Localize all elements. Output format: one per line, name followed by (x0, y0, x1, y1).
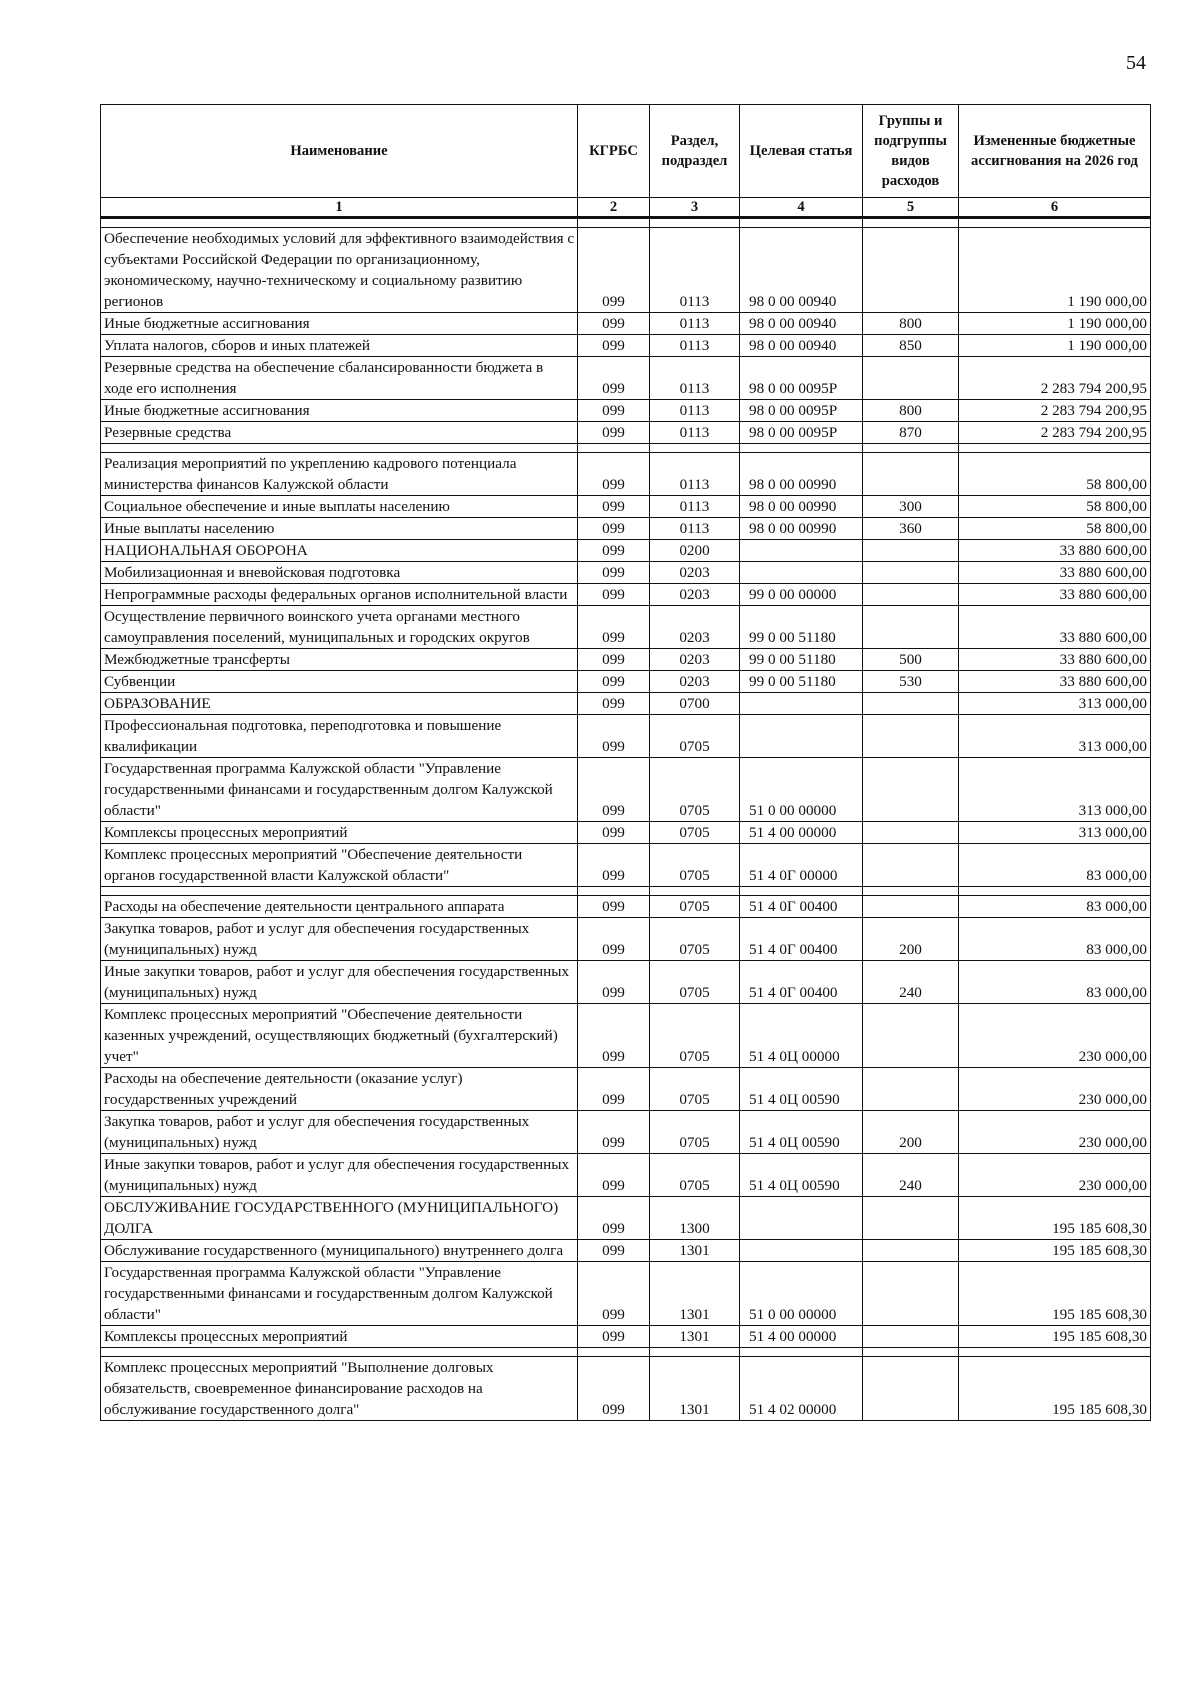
row-kgrbs: 099 (578, 422, 650, 444)
row-razdel: 0113 (650, 453, 740, 496)
row-amount: 313 000,00 (959, 758, 1151, 822)
row-amount: 195 185 608,30 (959, 1262, 1151, 1326)
row-name: Иные выплаты населению (101, 518, 578, 540)
row-expense-type (863, 1357, 959, 1421)
row-kgrbs: 099 (578, 453, 650, 496)
row-amount: 2 283 794 200,95 (959, 400, 1151, 422)
row-name: Реализация мероприятий по укреплению кадрового потенциала министерства финансов Калужской области (101, 453, 578, 496)
row-name: Иные бюджетные ассигнования (101, 400, 578, 422)
spacer-cell (578, 887, 650, 896)
row-amount: 195 185 608,30 (959, 1357, 1151, 1421)
row-target (740, 562, 863, 584)
row-razdel: 0705 (650, 822, 740, 844)
row-name: Непрограммные расходы федеральных органов исполнительной власти (101, 584, 578, 606)
table-row (101, 1240, 1151, 1262)
table-row (101, 400, 1151, 422)
header-groups: Группы и подгруппы видов расходов (863, 105, 959, 198)
row-name: Комплекс процессных мероприятий "Выполнение долговых обязательств, своевременное финансирование расходов на обслуживание государственного долга" (101, 1357, 578, 1421)
row-name: Комплексы процессных мероприятий (101, 822, 578, 844)
table-row (101, 1357, 1151, 1421)
column-number: 3 (650, 198, 740, 218)
row-kgrbs: 099 (578, 1004, 650, 1068)
table-row (101, 1262, 1151, 1326)
row-expense-type: 240 (863, 1154, 959, 1197)
row-razdel: 0113 (650, 335, 740, 357)
row-amount: 83 000,00 (959, 918, 1151, 961)
row-kgrbs: 099 (578, 896, 650, 918)
row-kgrbs: 099 (578, 357, 650, 400)
row-name: Межбюджетные трансферты (101, 649, 578, 671)
row-razdel: 0203 (650, 671, 740, 693)
spacer-cell (650, 444, 740, 453)
row-name: Закупка товаров, работ и услуг для обеспечения государственных (муниципальных) нужд (101, 918, 578, 961)
table-row (101, 961, 1151, 1004)
spacer-cell (863, 887, 959, 896)
row-kgrbs: 099 (578, 961, 650, 1004)
row-razdel: 0113 (650, 313, 740, 335)
row-expense-type (863, 758, 959, 822)
table-row (101, 1111, 1151, 1154)
table-row (101, 584, 1151, 606)
row-target: 99 0 00 51180 (740, 606, 863, 649)
row-expense-type (863, 1068, 959, 1111)
spacer-cell (959, 218, 1151, 228)
column-number: 2 (578, 198, 650, 218)
row-target: 98 0 00 00990 (740, 453, 863, 496)
row-razdel: 0203 (650, 562, 740, 584)
row-target (740, 715, 863, 758)
row-razdel: 0200 (650, 540, 740, 562)
row-kgrbs: 099 (578, 715, 650, 758)
table-row (101, 896, 1151, 918)
row-target: 51 4 0Г 00400 (740, 896, 863, 918)
row-expense-type (863, 693, 959, 715)
row-amount: 33 880 600,00 (959, 649, 1151, 671)
row-expense-type: 300 (863, 496, 959, 518)
header-target: Целевая статья (740, 105, 863, 198)
row-target: 51 4 02 00000 (740, 1357, 863, 1421)
row-name: ОБРАЗОВАНИЕ (101, 693, 578, 715)
row-razdel: 0705 (650, 1154, 740, 1197)
row-target: 98 0 00 0095Р (740, 400, 863, 422)
row-razdel: 0203 (650, 649, 740, 671)
row-target: 99 0 00 51180 (740, 649, 863, 671)
budget-table (100, 104, 1151, 1421)
table-row (101, 758, 1151, 822)
table-row (101, 844, 1151, 887)
row-name: Мобилизационная и вневойсковая подготовка (101, 562, 578, 584)
row-razdel: 0113 (650, 357, 740, 400)
row-kgrbs: 099 (578, 1197, 650, 1240)
row-razdel: 0203 (650, 584, 740, 606)
row-amount: 313 000,00 (959, 822, 1151, 844)
row-expense-type: 360 (863, 518, 959, 540)
row-target: 98 0 00 00990 (740, 518, 863, 540)
row-razdel: 0705 (650, 896, 740, 918)
spacer-cell (650, 887, 740, 896)
row-amount: 313 000,00 (959, 715, 1151, 758)
row-kgrbs: 099 (578, 400, 650, 422)
table-row (101, 540, 1151, 562)
row-amount: 230 000,00 (959, 1004, 1151, 1068)
table-row (101, 918, 1151, 961)
row-expense-type (863, 844, 959, 887)
row-kgrbs: 099 (578, 228, 650, 313)
row-kgrbs: 099 (578, 649, 650, 671)
table-row (101, 422, 1151, 444)
column-number: 4 (740, 198, 863, 218)
row-expense-type: 530 (863, 671, 959, 693)
row-kgrbs: 099 (578, 496, 650, 518)
table-row (101, 1154, 1151, 1197)
row-amount: 33 880 600,00 (959, 671, 1151, 693)
row-expense-type (863, 896, 959, 918)
spacer-cell (101, 1348, 578, 1357)
table-row (101, 715, 1151, 758)
table-row (101, 693, 1151, 715)
column-number: 5 (863, 198, 959, 218)
row-target: 99 0 00 00000 (740, 584, 863, 606)
table-row (101, 606, 1151, 649)
row-expense-type: 850 (863, 335, 959, 357)
row-razdel: 1301 (650, 1326, 740, 1348)
row-expense-type (863, 540, 959, 562)
table-row (101, 228, 1151, 313)
row-target: 51 0 00 00000 (740, 1262, 863, 1326)
spacer-cell (740, 444, 863, 453)
table-body (101, 218, 1151, 1421)
row-name: Резервные средства (101, 422, 578, 444)
row-target: 98 0 00 00990 (740, 496, 863, 518)
row-target: 51 4 0Ц 00590 (740, 1111, 863, 1154)
spacer-cell (101, 218, 578, 228)
row-kgrbs: 099 (578, 1357, 650, 1421)
table-row (101, 1068, 1151, 1111)
table-row (101, 518, 1151, 540)
row-name: Расходы на обеспечение деятельности центрального аппарата (101, 896, 578, 918)
row-name: ОБСЛУЖИВАНИЕ ГОСУДАРСТВЕННОГО (МУНИЦИПАЛЬНОГО) ДОЛГА (101, 1197, 578, 1240)
spacer-cell (863, 444, 959, 453)
row-razdel: 1301 (650, 1240, 740, 1262)
spacer-row (101, 444, 1151, 453)
row-target: 51 4 00 00000 (740, 822, 863, 844)
table-row (101, 649, 1151, 671)
spacer-cell (578, 444, 650, 453)
spacer-cell (959, 887, 1151, 896)
spacer-cell (101, 444, 578, 453)
row-amount: 230 000,00 (959, 1068, 1151, 1111)
row-name: Иные бюджетные ассигнования (101, 313, 578, 335)
row-name: Уплата налогов, сборов и иных платежей (101, 335, 578, 357)
row-target: 98 0 00 0095Р (740, 357, 863, 400)
row-kgrbs: 099 (578, 758, 650, 822)
row-expense-type (863, 1240, 959, 1262)
row-amount: 33 880 600,00 (959, 540, 1151, 562)
row-name: Социальное обеспечение и иные выплаты населению (101, 496, 578, 518)
row-target: 98 0 00 00940 (740, 335, 863, 357)
row-kgrbs: 099 (578, 1326, 650, 1348)
row-kgrbs: 099 (578, 518, 650, 540)
row-name: Обеспечение необходимых условий для эффективного взаимодействия с субъектами Российской Федерации по организационному, экономическому, научно-техническому и социальному развитию регионов (101, 228, 578, 313)
row-target (740, 1197, 863, 1240)
row-kgrbs: 099 (578, 1111, 650, 1154)
spacer-row (101, 887, 1151, 896)
row-expense-type: 870 (863, 422, 959, 444)
row-name: Комплекс процессных мероприятий "Обеспечение деятельности органов государственной власти Калужской области" (101, 844, 578, 887)
spacer-row (101, 218, 1151, 228)
row-target: 51 4 0Ц 00590 (740, 1068, 863, 1111)
row-razdel: 0700 (650, 693, 740, 715)
row-name: Иные закупки товаров, работ и услуг для обеспечения государственных (муниципальных) нужд (101, 1154, 578, 1197)
row-razdel: 1301 (650, 1357, 740, 1421)
row-target: 51 4 0Г 00400 (740, 961, 863, 1004)
row-amount: 230 000,00 (959, 1154, 1151, 1197)
row-amount: 1 190 000,00 (959, 228, 1151, 313)
row-kgrbs: 099 (578, 822, 650, 844)
row-expense-type (863, 562, 959, 584)
spacer-cell (740, 218, 863, 228)
column-number: 1 (101, 198, 578, 218)
table-row (101, 453, 1151, 496)
row-amount: 195 185 608,30 (959, 1197, 1151, 1240)
row-target: 98 0 00 0095Р (740, 422, 863, 444)
row-razdel: 0705 (650, 918, 740, 961)
row-kgrbs: 099 (578, 584, 650, 606)
row-name: Расходы на обеспечение деятельности (оказание услуг) государственных учреждений (101, 1068, 578, 1111)
row-razdel: 0203 (650, 606, 740, 649)
row-name: Осуществление первичного воинского учета органами местного самоуправления поселений, муниципальных и городских округов (101, 606, 578, 649)
spacer-cell (863, 218, 959, 228)
row-kgrbs: 099 (578, 693, 650, 715)
spacer-cell (578, 1348, 650, 1357)
spacer-row (101, 1348, 1151, 1357)
row-target (740, 1240, 863, 1262)
row-expense-type: 240 (863, 961, 959, 1004)
table-row (101, 822, 1151, 844)
header-razdel: Раздел, подраздел (650, 105, 740, 198)
row-amount: 313 000,00 (959, 693, 1151, 715)
row-amount: 83 000,00 (959, 896, 1151, 918)
row-target: 99 0 00 51180 (740, 671, 863, 693)
row-amount: 2 283 794 200,95 (959, 357, 1151, 400)
row-expense-type (863, 1197, 959, 1240)
spacer-cell (650, 1348, 740, 1357)
row-name: Резервные средства на обеспечение сбалансированности бюджета в ходе его исполнения (101, 357, 578, 400)
row-razdel: 0113 (650, 228, 740, 313)
row-kgrbs: 099 (578, 918, 650, 961)
row-amount: 230 000,00 (959, 1111, 1151, 1154)
row-target: 98 0 00 00940 (740, 228, 863, 313)
row-amount: 195 185 608,30 (959, 1240, 1151, 1262)
row-kgrbs: 099 (578, 1240, 650, 1262)
row-name: Профессиональная подготовка, переподготовка и повышение квалификации (101, 715, 578, 758)
spacer-cell (863, 1348, 959, 1357)
table-row (101, 1004, 1151, 1068)
row-kgrbs: 099 (578, 313, 650, 335)
row-razdel: 0705 (650, 758, 740, 822)
row-razdel: 0705 (650, 1068, 740, 1111)
table-row (101, 335, 1151, 357)
row-amount: 2 283 794 200,95 (959, 422, 1151, 444)
row-amount: 83 000,00 (959, 961, 1151, 1004)
table-row (101, 1197, 1151, 1240)
row-kgrbs: 099 (578, 540, 650, 562)
row-target: 51 4 0Ц 00000 (740, 1004, 863, 1068)
row-expense-type (863, 357, 959, 400)
spacer-cell (740, 887, 863, 896)
row-expense-type (863, 1004, 959, 1068)
row-name: Государственная программа Калужской области "Управление государственными финансами и государственным долгом Калужской области" (101, 758, 578, 822)
table-row (101, 357, 1151, 400)
table-header (101, 105, 1151, 218)
row-expense-type: 200 (863, 1111, 959, 1154)
row-kgrbs: 099 (578, 1154, 650, 1197)
table-row (101, 671, 1151, 693)
row-target: 51 4 00 00000 (740, 1326, 863, 1348)
spacer-cell (101, 887, 578, 896)
spacer-cell (578, 218, 650, 228)
row-razdel: 0113 (650, 496, 740, 518)
row-kgrbs: 099 (578, 671, 650, 693)
row-expense-type: 500 (863, 649, 959, 671)
row-expense-type (863, 453, 959, 496)
row-kgrbs: 099 (578, 606, 650, 649)
row-razdel: 0113 (650, 518, 740, 540)
header-name: Наименование (101, 105, 578, 198)
row-razdel: 1300 (650, 1197, 740, 1240)
row-razdel: 0113 (650, 400, 740, 422)
row-kgrbs: 099 (578, 844, 650, 887)
row-kgrbs: 099 (578, 1068, 650, 1111)
row-razdel: 0705 (650, 961, 740, 1004)
row-razdel: 1301 (650, 1262, 740, 1326)
row-name: Иные закупки товаров, работ и услуг для обеспечения государственных (муниципальных) нужд (101, 961, 578, 1004)
row-expense-type (863, 715, 959, 758)
row-target: 51 0 00 00000 (740, 758, 863, 822)
row-amount: 58 800,00 (959, 496, 1151, 518)
row-amount: 1 190 000,00 (959, 335, 1151, 357)
row-kgrbs: 099 (578, 1262, 650, 1326)
spacer-cell (650, 218, 740, 228)
row-expense-type (863, 606, 959, 649)
row-expense-type (863, 584, 959, 606)
row-amount: 58 800,00 (959, 518, 1151, 540)
row-razdel: 0705 (650, 1004, 740, 1068)
row-target: 51 4 0Ц 00590 (740, 1154, 863, 1197)
row-target (740, 693, 863, 715)
table-row (101, 1326, 1151, 1348)
row-name: НАЦИОНАЛЬНАЯ ОБОРОНА (101, 540, 578, 562)
spacer-cell (959, 1348, 1151, 1357)
row-expense-type (863, 1262, 959, 1326)
row-amount: 33 880 600,00 (959, 562, 1151, 584)
row-amount: 33 880 600,00 (959, 584, 1151, 606)
row-amount: 1 190 000,00 (959, 313, 1151, 335)
row-name: Субвенции (101, 671, 578, 693)
row-target: 98 0 00 00940 (740, 313, 863, 335)
spacer-cell (959, 444, 1151, 453)
spacer-cell (740, 1348, 863, 1357)
row-razdel: 0113 (650, 422, 740, 444)
row-expense-type (863, 228, 959, 313)
row-kgrbs: 099 (578, 335, 650, 357)
row-expense-type (863, 822, 959, 844)
row-target: 51 4 0Г 00000 (740, 844, 863, 887)
row-name: Обслуживание государственного (муниципального) внутреннего долга (101, 1240, 578, 1262)
row-razdel: 0705 (650, 1111, 740, 1154)
row-name: Государственная программа Калужской области "Управление государственными финансами и государственным долгом Калужской области" (101, 1262, 578, 1326)
row-amount: 83 000,00 (959, 844, 1151, 887)
header-kgrbs: КГРБС (578, 105, 650, 198)
row-amount: 195 185 608,30 (959, 1326, 1151, 1348)
row-name: Закупка товаров, работ и услуг для обеспечения государственных (муниципальных) нужд (101, 1111, 578, 1154)
table-row (101, 562, 1151, 584)
table-row (101, 313, 1151, 335)
row-expense-type (863, 1326, 959, 1348)
header-amount: Измененные бюджетные ассигнования на 2026 год (959, 105, 1151, 198)
row-name: Комплексы процессных мероприятий (101, 1326, 578, 1348)
row-target: 51 4 0Г 00400 (740, 918, 863, 961)
row-name: Комплекс процессных мероприятий "Обеспечение деятельности казенных учреждений, осуществляющих бюджетный (бухгалтерский) учет" (101, 1004, 578, 1068)
page-number: 54 (1126, 52, 1146, 74)
row-razdel: 0705 (650, 844, 740, 887)
row-target (740, 540, 863, 562)
table-row (101, 496, 1151, 518)
row-razdel: 0705 (650, 715, 740, 758)
row-amount: 58 800,00 (959, 453, 1151, 496)
row-expense-type: 800 (863, 313, 959, 335)
row-amount: 33 880 600,00 (959, 606, 1151, 649)
row-expense-type: 800 (863, 400, 959, 422)
row-kgrbs: 099 (578, 562, 650, 584)
column-number: 6 (959, 198, 1151, 218)
row-expense-type: 200 (863, 918, 959, 961)
